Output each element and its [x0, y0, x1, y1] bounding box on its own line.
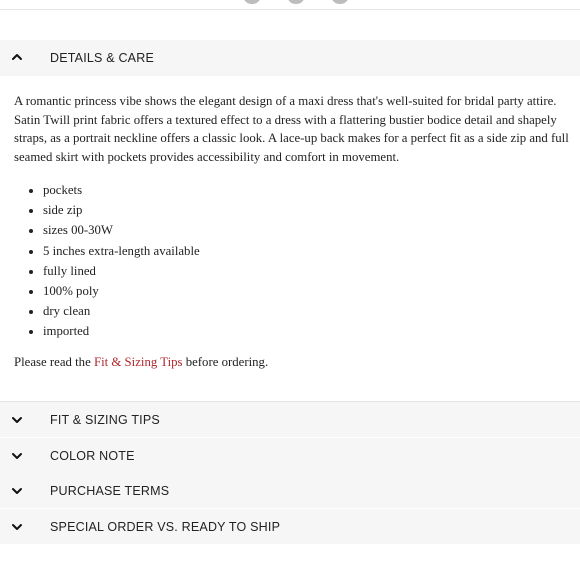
feature-list: [14, 180, 200, 342]
accordion-special-order-header[interactable]: [0, 509, 580, 544]
accordion-label: PURCHASE TERMS: [50, 483, 170, 498]
feature-item: • dry clean: [43, 301, 200, 321]
accordion-label: DETAILS & CARE: [50, 51, 154, 65]
note-suffix: before ordering.: [182, 355, 269, 369]
note-prefix: Please read the: [14, 355, 94, 369]
feature-item: • pockets: [43, 180, 200, 200]
feature-item: • imported: [43, 321, 200, 341]
fit-sizing-tips-link[interactable]: Fit & Sizing Tips: [93, 355, 183, 369]
sizing-note: [14, 353, 268, 371]
chevron-down-icon: [10, 484, 24, 498]
accordion-purchase-terms-header[interactable]: [0, 473, 580, 508]
accordion-label: SPECIAL ORDER VS. READY TO SHIP: [50, 519, 281, 534]
feature-item: • side zip: [43, 200, 200, 220]
accordion-color-note-header[interactable]: [0, 438, 580, 473]
chevron-down-icon: [10, 520, 24, 534]
feature-item: • 100% poly: [43, 281, 200, 301]
accordion-details-care-header[interactable]: [0, 40, 580, 76]
chevron-down-icon: [10, 449, 24, 463]
accordion-label: COLOR NOTE: [50, 448, 135, 463]
carousel-dot[interactable]: [288, 0, 304, 4]
carousel-dot[interactable]: [332, 0, 348, 4]
carousel-dot[interactable]: [244, 0, 260, 4]
product-description: A romantic princess vibe shows the elegant design of a maxi dress that's well-suited for bridal party attire. Satin Twill print fabric offers a textured effect to a dress with a flattering bustier bodice detail and shapely straps, as a portrait neckline offers a classic look. A lace-up back makes for a perfect fit as a side zip and full seamed skirt with pockets provides accessibility and comfort in movement.: [14, 94, 569, 164]
chevron-up-icon: [10, 50, 24, 64]
image-carousel-dots: [0, 0, 580, 10]
feature-item: • sizes 00-30W: [43, 220, 200, 240]
feature-item: • fully lined: [43, 261, 200, 281]
accordion-label: FIT & SIZING TIPS: [50, 412, 160, 427]
accordion-fit-sizing-tips-header[interactable]: [0, 402, 580, 437]
feature-item: • 5 inches extra-length available: [43, 241, 200, 261]
chevron-down-icon: [10, 413, 24, 427]
